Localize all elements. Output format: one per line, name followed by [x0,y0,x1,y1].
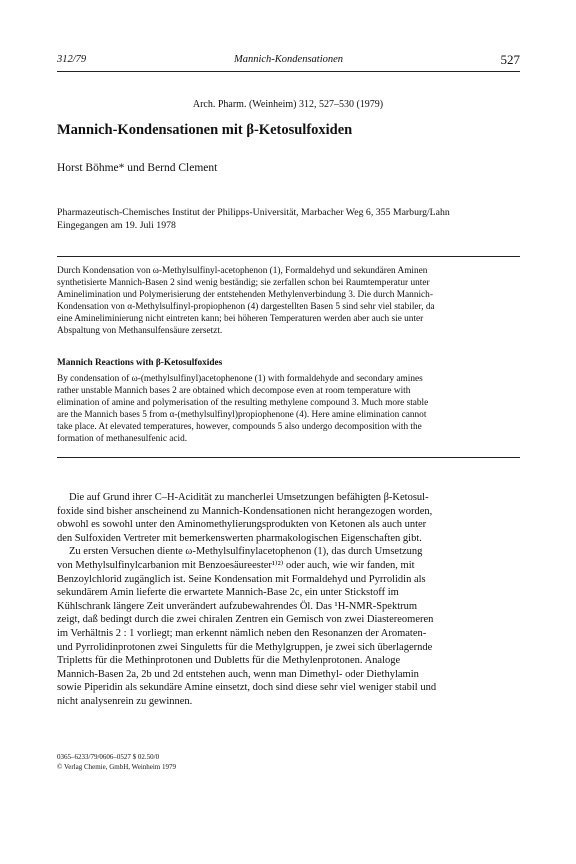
abstract-top-rule [57,256,520,257]
paragraph [57,491,523,545]
body-line: Tripletts für die Methinprotonen und Dubletts für die Methylenprotonen. Analoge [57,655,401,667]
journal-reference: Arch. Pharm. (Weinheim) 312, 527–530 (1979) [192,99,384,110]
body-line: nicht analysenrein zu gewinnen. [57,695,193,707]
footer-copyright: © Verlag Chemie, GmbH, Weinheim 1979 [57,762,177,771]
footer-code: 0365–6233/79/0606–0527 $ 02.50/0 [57,753,160,761]
abstract-line: Durch Kondensation von ω-Methylsulfinyl-acetophenon (1), Formaldehyd und sekundären Aminen [57,266,428,276]
body-line: Zu ersten Versuchen diente ω-Methylsulfinylacetophenon (1), das durch Umsetzung [69,546,423,558]
abstract-line: By condensation of ω-(methylsulfinyl)acetophenone (1) with formaldehyde and secondary amines [57,374,423,384]
body-line: obwohl es sowohl unter den Aminomethylierungsprodukten von Ketonen als auch unter [57,519,427,531]
body-line: im Verhältnis 2 : 1 vorliegt; man erkennt nämlich neben den Resonanzen der Aromaten- [57,627,427,639]
body-line: Mannich-Basen 2a, 2b und 2d entstehen auch, wenn man Dimethyl- oder Diethylamin [57,668,419,680]
abstract-english-title: Mannich Reactions with β-Ketosulfoxides [57,358,223,368]
body-line: foxide sind bisher anscheinend zu Mannich-Kondensationen nicht herangezogen worden, [57,505,433,517]
abstract-line: Kondensation von α-Methylsulfinyl-propiophenon (4) dargestellten Basen 5 sind sehr viel stabiler, da [57,302,435,313]
body-line: und Pyrrolidinprotonen zwei Singuletts für die Methylgruppen, je zwei sich überlagernde [57,641,433,653]
body-line: sekundärem Amin lieferte die erwartete Mannich-Base 2c, ein unter Stickstoff im [57,587,399,599]
running-header [57,54,520,70]
paper-authors: Horst Böhme* und Bernd Clement [57,162,218,174]
body-line: von Methylsulfinylcarbanion mit Benzoesäureester¹⁾²⁾ oder auch, wie wir fanden, mit [57,559,415,571]
body-line: Kühlschrank längere Zeit unverändert aufzubewahrendes Öl. Das ¹H-NMR-Spektrum [57,600,418,612]
body-text [57,491,523,709]
abstract-line: take place. At elevated temperatures, however, compounds 5 also undergo decomposition with the [57,422,422,433]
header-title: Mannich-Kondensationen [233,54,344,65]
abstract-bottom-rule [57,457,520,458]
body-line: zeigt, daß bedingt durch die zwei chiralen Zentren ein Gemisch von zwei Diastereomeren [57,614,434,626]
header-issue: 312/79 [57,54,87,65]
abstract-english [57,373,523,446]
received-date: Eingegangen am 19. Juli 1978 [57,219,176,231]
abstract-line: rather unstable Mannich bases 2 are obtained which decompose even at room temperature with [57,386,411,397]
paper-title: Mannich-Kondensationen mit β-Ketosulfoxiden [57,122,353,138]
body-line: Benzoylchlorid zugänglich ist. Seine Kondensation mit Formaldehyd und Pyrrolidin als [57,573,426,585]
body-line: Die auf Grund ihrer C–H-Acidität zu mancherlei Umsetzungen befähigten β-Ketosul- [69,492,429,503]
abstract-line: synthetisierte Mannich-Basen 2 sind wenig beständig; sie zerfallen schon bei Raumtemperatur unter [57,278,430,289]
paragraph [57,545,523,708]
abstract-line: eine Amineliminierung nicht eintreten kann; bei höheren Temperaturen werden aber auch sie unter [57,314,424,325]
abstract-german [57,265,523,338]
footer [57,753,176,772]
affiliation [57,207,527,232]
abstract-line: Abspaltung von Methansulfensäure zersetzt. [57,326,223,337]
page-number: 527 [500,52,520,67]
abstract-line: elimination of amine and polymerisation of the resulting methylene compound 3. Much more stable [57,398,429,409]
body-line: sowie Piperidin als sekundäre Amine einsetzt, doch sind diese sehr viel weniger stabil und [57,682,437,694]
affiliation-line: Pharmazeutisch-Chemisches Institut der Philipps-Universität, Marbacher Weg 6, 355 Marburg/Lahn [57,207,450,218]
abstract-line: are the Mannich bases 5 from α-(methylsulfinyl)propiophenone (4). Here amine elimination cannot [57,410,427,421]
abstract-line: Aminelimination und Polymerisierung der entstehenden Methylenverbindung 3. Die durch Mannich- [57,290,433,301]
abstract-line: formation of methanesulfenic acid. [57,434,188,445]
body-line: den Sulfoxiden Vertreter mit bemerkenswerten pharmakologischen Eigenschaften gibt. [57,532,422,544]
header-rule [57,71,520,72]
